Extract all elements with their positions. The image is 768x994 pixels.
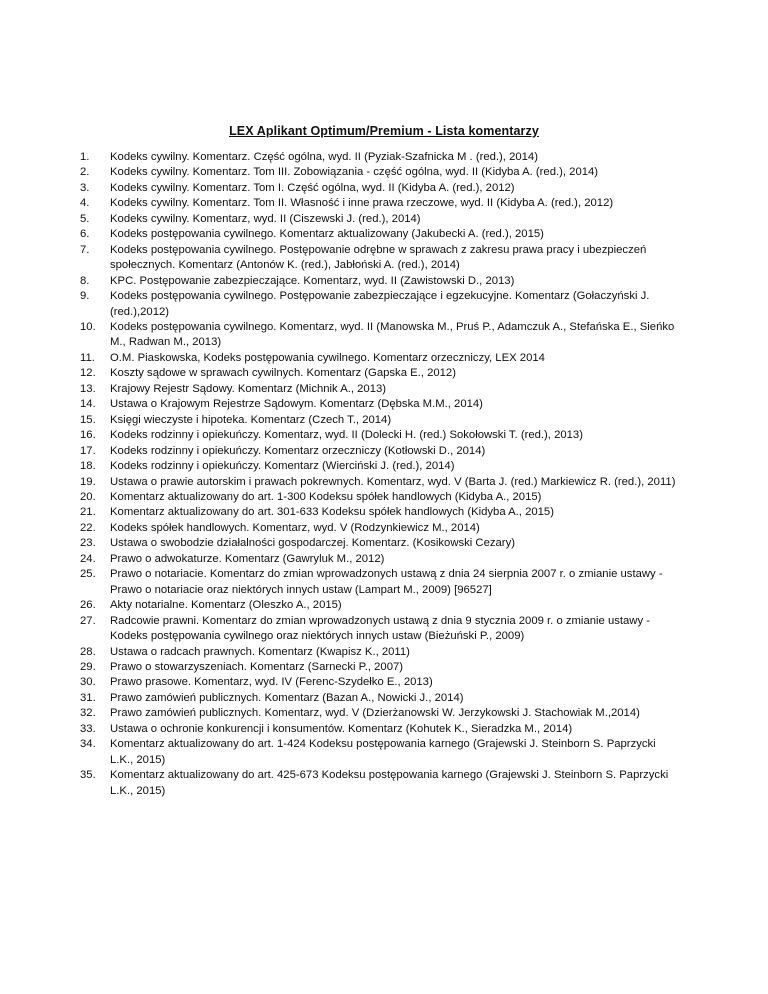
list-item-number: 10. [80,320,96,333]
list-item-number: 30. [80,676,96,689]
list-item-number: 25. [80,568,96,581]
list-item [80,243,680,274]
list-item-text: Prawo o adwokaturze. Komentarz (Gawryluk M., 2012) [110,552,385,565]
list-item [80,614,680,645]
list-item-number: 13. [80,382,96,395]
list-item [80,382,680,397]
list-item [80,397,680,412]
list-item-number: 6. [80,228,90,241]
list-item-number: 5. [80,212,90,225]
list-item-number: 35. [80,769,96,782]
list-item-text: Koszty sądowe w sprawach cywilnych. Komentarz (Gapska E., 2012) [110,367,456,380]
list-item [80,490,680,505]
list-item [80,737,680,768]
list-item-number: 26. [80,599,96,612]
list-item-text: Komentarz aktualizowany do art. 1-424 Kodeksu postępowania karnego (Grajewski J. Steinborn S. Paprzycki L.K., 2015) [110,738,656,766]
list-item-text: Kodeks cywilny. Komentarz. Tom I. Część ogólna, wyd. II (Kidyba A. (red.), 2012) [110,181,515,194]
list-item-text: Kodeks rodzinny i opiekuńczy. Komentarz, wyd. II (Dolecki H. (red.) Sokołowski T. (red.), 2013) [110,429,583,442]
list-item-text: Kodeks cywilny. Komentarz. Część ogólna, wyd. II (Pyziak-Szafnicka M . (red.), 2014) [110,151,538,163]
list-item [80,521,680,536]
list-item-number: 4. [80,197,90,210]
list-item-number: 2. [80,166,90,179]
list-item [80,150,680,165]
list-item-number: 28. [80,645,96,658]
list-item [80,289,680,320]
list-item-text: Kodeks cywilny. Komentarz. Tom III. Zobowiązania - część ogólna, wyd. II (Kidyba A. (red.), 2014) [110,166,599,179]
list-item-number: 19. [80,475,96,488]
list-item-number: 11. [80,351,95,364]
list-item-text: Kodeks postępowania cywilnego. Komentarz, wyd. II (Manowska M., Pruś P., Adamczuk A., Stefańska E., Sieńko M., Radwan M., 2013) [110,320,675,349]
list-item-text: KPC. Postępowanie zabezpieczające. Komentarz, wyd. II (Zawistowski D., 2013) [110,274,515,287]
list-item-number: 22. [80,521,96,534]
list-item-number: 32. [80,707,96,720]
list-item-text: Ustawa o radcach prawnych. Komentarz (Kwapisz K., 2011) [110,645,410,658]
list-item-text: Prawo o notariacie. Komentarz do zmian wprowadzonych ustawą z dnia 24 sierpnia 2007 r. o zmianie ustawy - Prawo o notariacie oraz niektórych innych ustaw (Lampart M., 2009) [96527] [110,568,663,596]
list-item-text: Prawo zamówień publicznych. Komentarz (Bazan A., Nowicki J., 2014) [110,691,464,704]
list-item-text: Ustawa o ochronie konkurencji i konsumentów. Komentarz (Kohutek K., Sieradzka M., 2014) [110,722,573,735]
list-item [80,413,680,428]
list-item-text: Kodeks postępowania cywilnego. Postępowanie odrębne w sprawach z zakresu prawa pracy i ubezpieczeń społecznych. Komentarz (Antonów K. (red.), Jabłoński A. (red.), 2014) [110,243,647,272]
list-item-number: 14. [80,398,96,411]
list-item-number: 12. [80,367,96,380]
list-item-number: 17. [80,444,96,457]
list-item-number: 33. [80,722,96,735]
list-item [80,691,680,706]
list-item [80,165,680,180]
list-item [80,212,680,227]
list-item-text: Kodeks postępowania cywilnego. Komentarz aktualizowany (Jakubecki A. (red.), 2015) [110,228,544,241]
document-title: LEX Aplikant Optimum/Premium - Lista komentarzy [229,124,539,138]
list-item [80,320,680,351]
list-item [80,505,680,520]
list-item [80,552,680,567]
list-item [80,227,680,242]
list-item [80,722,680,737]
list-item-text: Księgi wieczyste i hipoteka. Komentarz (Czech T., 2014) [110,413,392,426]
list-item [80,351,680,366]
list-item [80,536,680,551]
list-item-text: Prawo prasowe. Komentarz, wyd. IV (Ferenc-Szydełko E., 2013) [110,676,433,689]
list-item-text: Akty notarialne. Komentarz (Oleszko A., 2015) [110,599,342,612]
list-item [80,645,680,660]
list-item-text: Ustawa o swobodzie działalności gospodarczej. Komentarz. (Kosikowski Cezary) [110,537,515,550]
list-item-number: 21. [80,506,96,519]
list-item-number: 15. [80,413,96,426]
commentary-list [80,150,680,799]
list-item [80,475,680,490]
list-item [80,181,680,196]
list-item-text: Kodeks cywilny. Komentarz, wyd. II (Ciszewski J. (red.), 2014) [110,212,421,225]
list-item [80,768,680,799]
list-item-text: Kodeks cywilny. Komentarz. Tom II. Własność i inne prawa rzeczowe, wyd. II (Kidyba A. (red.), 2012) [110,197,614,210]
list-item-number: 27. [80,614,96,627]
list-item-text: Kodeks postępowania cywilnego. Postępowanie zabezpieczające i egzekucyjne. Komentarz (Gołaczyński J. (red.),2012) [110,290,650,318]
list-item [80,675,680,690]
list-item [80,567,680,598]
list-item-text: Ustawa o Krajowym Rejestrze Sądowym. Komentarz (Dębska M.M., 2014) [110,398,483,411]
list-item-number: 20. [80,490,96,503]
list-item-text: Komentarz aktualizowany do art. 425-673 Kodeksu postępowania karnego (Grajewski J. Steinborn S. Paprzycki L.K., 2015) [110,769,669,797]
list-item-text: Krajowy Rejestr Sądowy. Komentarz (Michnik A., 2013) [110,382,387,395]
list-item-text: O.M. Piaskowska, Kodeks postępowania cywilnego. Komentarz orzeczniczy, LEX 2014 [110,351,545,364]
list-item-text: Prawo o stowarzyszeniach. Komentarz (Sarnecki P., 2007) [110,660,404,673]
list-item-text: Radcowie prawni. Komentarz do zmian wprowadzonych ustawą z dnia 9 stycznia 2009 r. o zmianie ustawy - Kodeks postępowania cywilnego oraz niektórych innych ustaw (Bieżuński P., 2009) [110,614,650,643]
list-item-text: Komentarz aktualizowany do art. 301-633 Kodeksu spółek handlowych (Kidyba A., 2015) [110,506,554,519]
list-item [80,196,680,211]
list-item [80,660,680,675]
list-item-text: Komentarz aktualizowany do art. 1-300 Kodeksu spółek handlowych (Kidyba A., 2015) [110,490,542,503]
list-item-number: 34. [80,738,96,751]
list-item [80,706,680,721]
list-item-number: 31. [80,691,96,704]
list-item-number: 18. [80,460,96,473]
list-item [80,598,680,613]
list-item-number: 29. [80,660,96,673]
list-item-number: 9. [80,290,90,303]
list-item-number: 24. [80,552,96,565]
list-item-text: Kodeks rodzinny i opiekuńczy. Komentarz orzeczniczy (Kotłowski D., 2014) [110,444,486,457]
list-item [80,366,680,381]
list-item-text: Kodeks rodzinny i opiekuńczy. Komentarz (Wierciński J. (red.), 2014) [110,460,455,473]
list-item-text: Prawo zamówień publicznych. Komentarz, wyd. V (Dzierżanowski W. Jerzykowski J. Stachowiak M.,2014) [110,707,640,720]
list-item [80,428,680,443]
list-item-text: Kodeks spółek handlowych. Komentarz, wyd. V (Rodzynkiewicz M., 2014) [110,521,480,534]
list-item-text: Ustawa o prawie autorskim i prawach pokrewnych. Komentarz, wyd. V (Barta J. (red.) Markiewicz R. (red.), 2011) [110,475,676,488]
list-item-number: 23. [80,537,96,550]
list-item-number: 1. [80,151,90,163]
list-item [80,444,680,459]
list-item-number: 8. [80,274,90,287]
list-item [80,274,680,289]
list-item-number: 3. [80,181,90,194]
list-item-number: 7. [80,243,90,256]
list-item-number: 16. [80,429,96,442]
list-item [80,459,680,474]
